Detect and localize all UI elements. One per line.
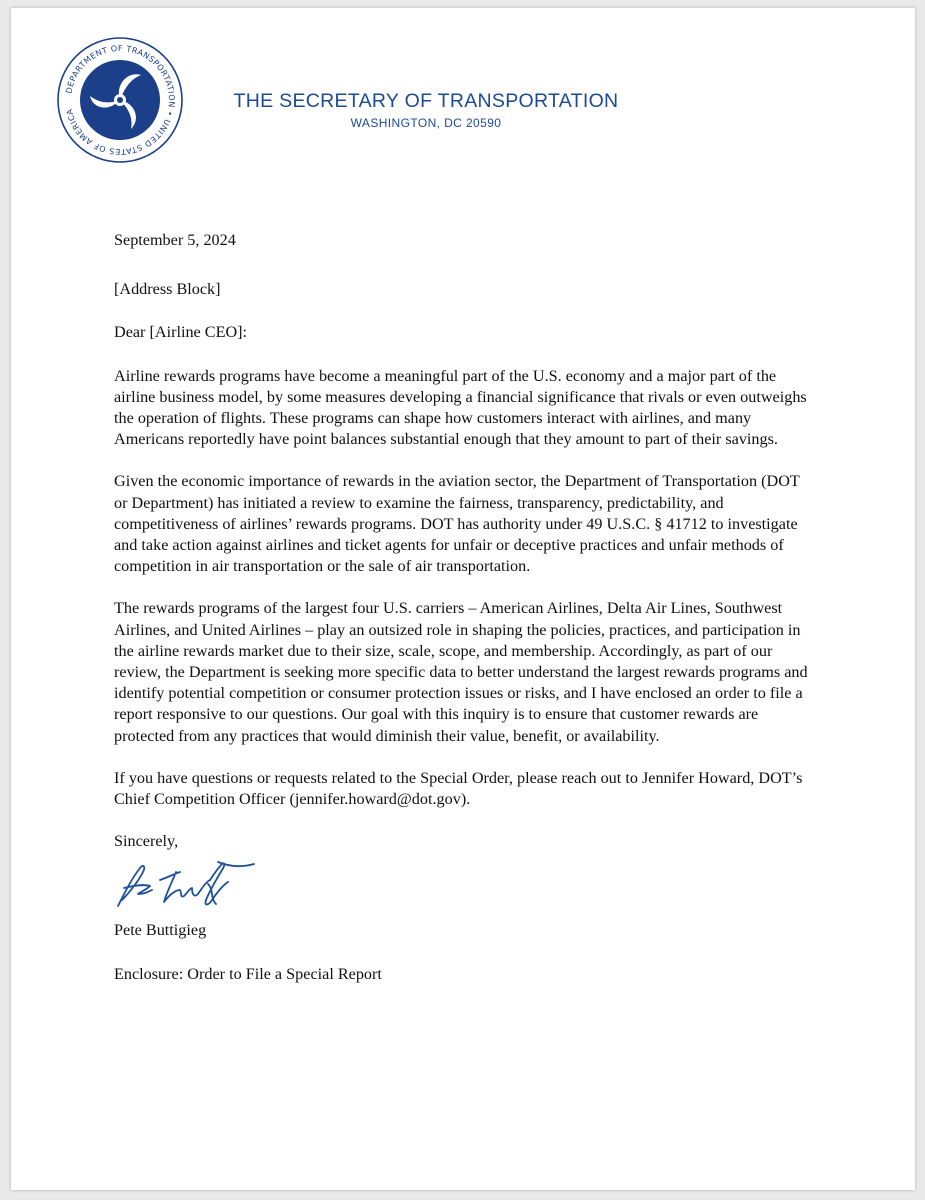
paragraph-1: Airline rewards programs have become a meaningful part of the U.S. economy and a major part of the airline business model, by some measures developing a financial significance that rivals or even outweighs the operation of flights. These programs can shape how customers interact with airlines, and many Americans reportedly have point balances substantial enough that they amount to part of their savings.: [114, 366, 807, 449]
letterhead-title: THE SECRETARY OF TRANSPORTATION: [233, 90, 619, 112]
letterhead-address: WASHINGTON, DC 20590: [350, 116, 502, 130]
seal-ring-text: DEPARTMENT OF TRANSPORTATION • UNITED STATES OF AMERICA: [64, 43, 177, 157]
closing: Sincerely,: [114, 832, 179, 851]
letterhead: [191, 89, 661, 131]
paragraph-2: Given the economic importance of rewards in the aviation sector, the Department of Transportation (DOT or Department) has initiated a review to examine the fairness, transparency, predictability, and competitiveness of airlines’ rewards programs. DOT has authority under 49 U.S.C. § 41712 to investigate and take action against airlines and ticket agents for unfair or deceptive practices and unfair methods of competition in air transportation or the sale of air transportation.: [114, 472, 800, 576]
letter-date: September 5, 2024: [114, 231, 236, 249]
paragraph-3: The rewards programs of the largest four U.S. carriers – American Airlines, Delta Air Lines, Southwest Airlines, and United Airlines – play an outsized role in shaping the policies, practices, and participation in the airline rewards market due to their size, scale, scope, and membership. Accordingly, as part of our review, the Department is seeking more specific data to better understand the largest rewards programs and identify potential competition or consumer protection issues or risks, and I have enclosed an order to file a report responsive to our questions. Our goal with this inquiry is to ensure that customer rewards are protected from any practices that would diminish their value, benefit, or availability.: [114, 599, 808, 745]
letter-page: [11, 8, 915, 1190]
enclosure-line: Enclosure: Order to File a Special Report: [114, 964, 382, 983]
paragraph-4: If you have questions or requests related to the Special Order, please reach out to Jennifer Howard, DOT’s Chief Competition Officer (jennifer.howard@dot.gov).: [114, 768, 803, 809]
signature-image: [110, 854, 260, 916]
signer-name: Pete Buttigieg: [114, 921, 207, 940]
salutation: Dear [Airline CEO]:: [114, 323, 248, 342]
letter-body: [114, 230, 814, 985]
address-block: [Address Block]: [114, 280, 221, 299]
dot-seal-icon: [55, 35, 185, 165]
